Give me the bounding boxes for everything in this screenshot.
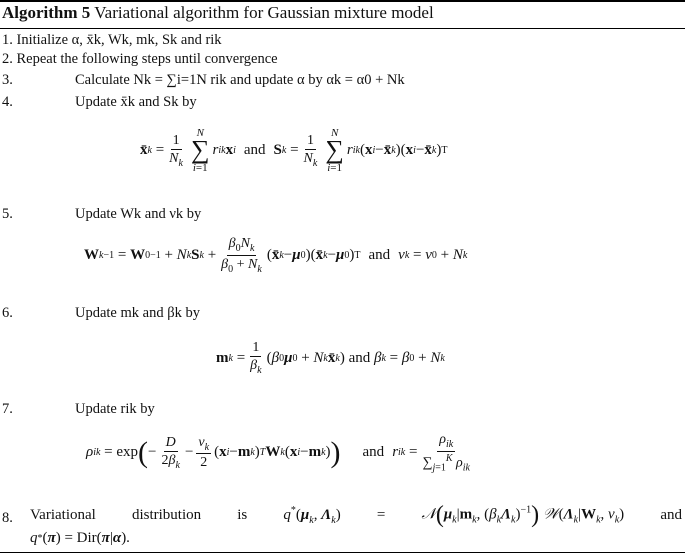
step-8-line-2: q * ( π ) = Dir( π | α ). (30, 530, 130, 546)
step-5-text: Update Wk and νk by (75, 206, 202, 222)
step-7-number: 7. (2, 401, 13, 417)
step-4-number: 4. (2, 94, 13, 110)
step-3-text: Calculate Nk = ∑i=1N rik and update α by αk = α0 + Nk (75, 72, 405, 88)
step-4-text: Update x̄k and Sk by (75, 94, 197, 110)
step-7-text: Update rik by (75, 401, 155, 417)
step-5-number: 5. (2, 206, 13, 222)
algorithm-title (2, 3, 434, 23)
line-2-text: Repeat the following steps until convergence (16, 51, 278, 67)
line-1-text: Initialize α, x̄k, Wk, mk, Sk and rik (16, 32, 222, 48)
step-7-equation: ρ ik = exp ( − $\frac{D}{2\beta_k}$ − $\frac{\nu_k}{2}$ ( x i − m k ) T W k ( x i − m k ) ) and r ik = $\frac{\rho_{ik}}{\sum_{j=1}^K \rho_{ik}}$ (86, 432, 470, 474)
bottom-rule (0, 552, 685, 553)
algorithm-label: Algorithm 5 (2, 3, 91, 22)
step-6-text: Update mk and βk by (75, 305, 200, 321)
line-1 (2, 32, 222, 49)
line-2 (2, 51, 278, 68)
top-rule (0, 0, 685, 2)
step-6-number: 6. (2, 305, 13, 321)
title-rule (0, 28, 685, 29)
step-3-number: 3. (2, 72, 13, 88)
line-2-number: 2. (2, 51, 13, 67)
step-8-number: 8. (2, 510, 13, 526)
step-4-equation: x̄ k = $\frac{1}{N_k}$ N ∑ i=1 r ik x i and S k = $\frac{1}{N_k}$ N ∑ i=1 r ik ( x i − x̄ k )( x i − x̄ k ) T (140, 127, 448, 175)
line-1-number: 1. (2, 32, 13, 48)
algorithm-title-text: Variational algorithm for Gaussian mixture model (94, 3, 434, 22)
step-6-equation: m k = $\frac{1}{\beta_k}$ ( β 0 μ 0 + N k x̄ k ) and β k = β 0 + N k (216, 340, 445, 377)
step-5-equation: W k −1 = W 0 −1 + N k S k + $\frac{\beta_0N_k}{\beta_0 + N_k}$ ( x̄ k − μ 0 )( x̄ k − μ 0 ) T and ν k = ν 0 + N k (84, 236, 468, 275)
step-8-line-1: Variational distribution is $q^*(\mu_k$, $\Lambda_k$) = $𝒩(\mu_k|m_k$, $(\beta_k\Lambda_k)^{-1}$) $𝒲(\Lambda_k|W_k$, $\nu_k$) and (30, 502, 682, 528)
